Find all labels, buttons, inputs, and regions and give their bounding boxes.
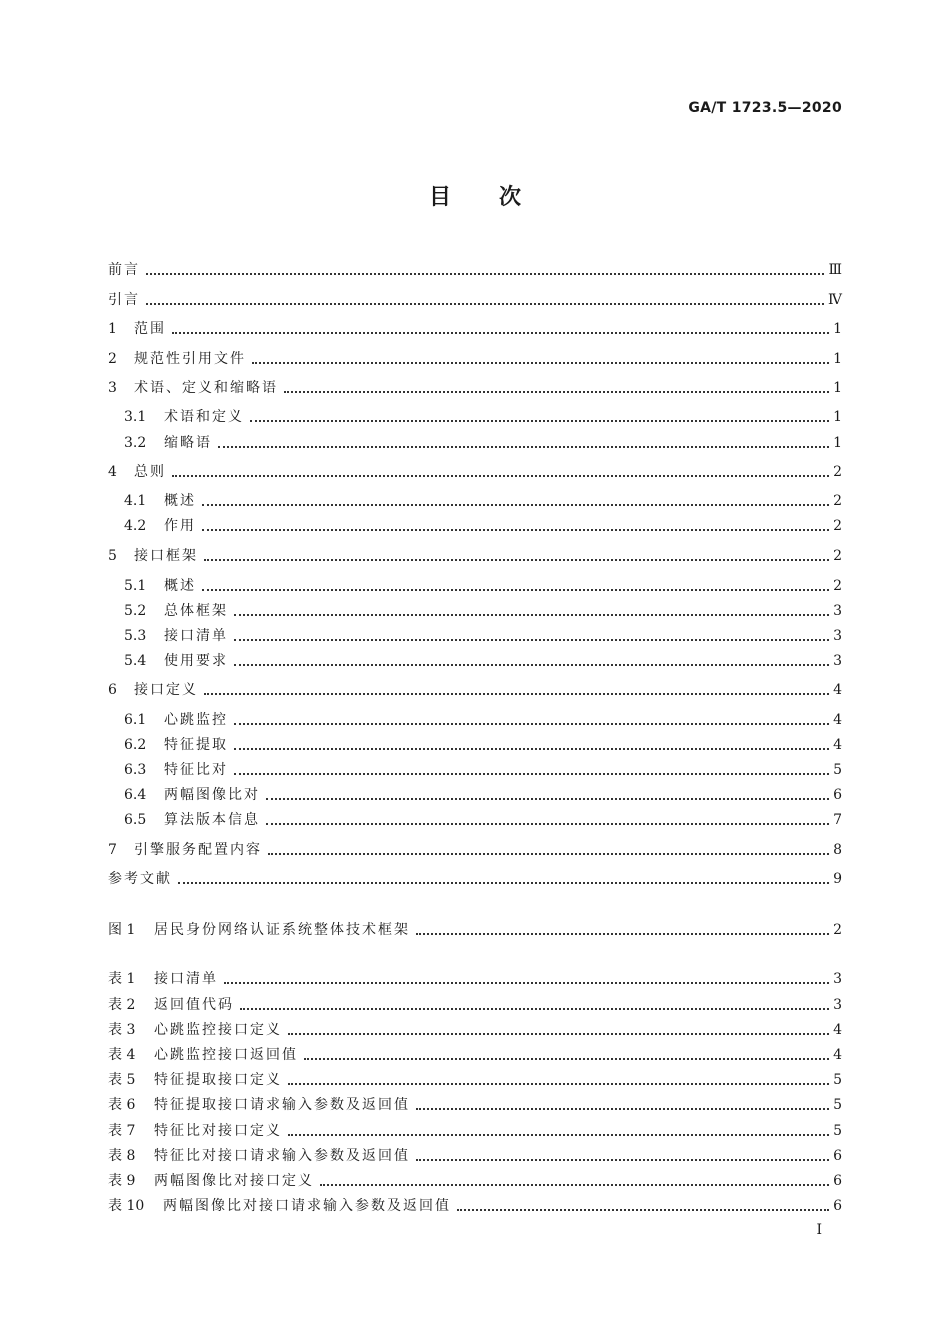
toc-entry-page: 2	[833, 518, 842, 534]
toc-entry-page: 2	[833, 464, 842, 480]
table-entry-page: 5	[833, 1123, 842, 1139]
dot-leader	[224, 982, 829, 984]
dot-leader	[202, 529, 829, 531]
toc-entry-label: 使用要求	[164, 653, 228, 669]
toc-entry-page: Ⅲ	[828, 262, 842, 278]
toc-entry-label: 引言	[108, 292, 140, 308]
figure-entry-page: 2	[833, 922, 842, 938]
table-entry-number: 表 2	[108, 997, 136, 1013]
toc-entry-label: 规范性引用文件	[134, 351, 246, 367]
table-entry-page: 4	[833, 1022, 842, 1038]
toc-entry-page: 2	[833, 493, 842, 509]
table-entry-page: 4	[833, 1047, 842, 1063]
dot-leader	[172, 475, 829, 477]
table-entry-row[interactable]	[108, 1195, 842, 1217]
toc-entry-page: 3	[833, 603, 842, 619]
toc-title-char-2: 次	[499, 185, 522, 210]
toc-entry-row[interactable]	[108, 545, 842, 567]
toc-entry-number: 6.4	[124, 787, 147, 803]
table-entry-page: 6	[833, 1148, 842, 1164]
toc-entry-number: 6.5	[124, 812, 147, 828]
dot-leader	[288, 1134, 829, 1136]
toc-entry-page: 3	[833, 628, 842, 644]
toc-entry-page: 9	[833, 871, 842, 887]
dot-leader	[146, 303, 824, 305]
dot-leader	[234, 748, 829, 750]
table-entry-label: 特征提取接口定义	[154, 1072, 282, 1088]
toc-entry-row[interactable]	[108, 348, 842, 370]
dot-leader	[202, 504, 829, 506]
dot-leader	[204, 693, 829, 695]
dot-leader	[416, 933, 829, 935]
dot-leader	[240, 1008, 829, 1010]
toc-entry-label: 两幅图像比对	[164, 787, 260, 803]
toc-entry-page: 2	[833, 578, 842, 594]
dot-leader	[304, 1058, 829, 1060]
toc-entry-number: 4.2	[124, 518, 147, 534]
toc-entry-number: 6.2	[124, 737, 147, 753]
toc-entry-page: 5	[833, 762, 842, 778]
table-entry-label: 特征提取接口请求输入参数及返回值	[154, 1097, 410, 1113]
table-entry-number: 表 10	[108, 1198, 145, 1214]
toc-entry-row[interactable]	[124, 575, 842, 597]
toc-entry-page: 2	[833, 548, 842, 564]
toc-entry-label: 接口清单	[164, 628, 228, 644]
toc-entry-row[interactable]	[108, 259, 842, 281]
toc-entry-number: 5.3	[124, 628, 147, 644]
toc-entry-number: 7	[108, 842, 117, 858]
toc-entry-label: 特征提取	[164, 737, 228, 753]
table-entry-label: 特征比对接口定义	[154, 1123, 282, 1139]
table-entry-number: 表 6	[108, 1097, 136, 1113]
toc-entry-page: Ⅳ	[828, 292, 842, 308]
table-entry-number: 表 8	[108, 1148, 136, 1164]
dot-leader	[250, 420, 829, 422]
figure-entry-number: 图 1	[108, 922, 136, 938]
toc-entry-number: 6.1	[124, 712, 147, 728]
toc-entry-label: 参考文献	[108, 871, 172, 887]
dot-leader	[234, 664, 829, 666]
toc-entry-number: 5.1	[124, 578, 147, 594]
page-number: I	[816, 1222, 822, 1238]
toc-entry-number: 3.1	[124, 409, 147, 425]
toc-entry-row[interactable]	[124, 515, 842, 537]
dot-leader	[234, 773, 829, 775]
table-entry-label: 返回值代码	[154, 997, 234, 1013]
dot-leader	[234, 639, 829, 641]
table-entry-row[interactable]	[108, 1145, 842, 1167]
table-entry-row[interactable]	[108, 1170, 842, 1192]
dot-leader	[204, 559, 829, 561]
toc-entry-number: 1	[108, 321, 117, 337]
toc-entry-page: 1	[833, 351, 842, 367]
toc-entry-label: 接口定义	[134, 682, 198, 698]
toc-entry-row[interactable]	[108, 318, 842, 340]
table-entry-number: 表 3	[108, 1022, 136, 1038]
document-code: GA/T 1723.5—2020	[688, 100, 842, 116]
toc-entry-number: 4	[108, 464, 117, 480]
dot-leader	[266, 798, 829, 800]
toc-entry-page: 3	[833, 653, 842, 669]
table-entry-number: 表 9	[108, 1173, 136, 1189]
toc-entry-row[interactable]	[124, 406, 842, 428]
toc-entry-page: 8	[833, 842, 842, 858]
toc-entry-label: 概述	[164, 493, 196, 509]
table-entry-label: 两幅图像比对接口请求输入参数及返回值	[163, 1198, 451, 1214]
toc-entry-page: 7	[833, 812, 842, 828]
toc-entry-label: 概述	[164, 578, 196, 594]
toc-entry-number: 3.2	[124, 435, 147, 451]
toc-entry-row[interactable]	[124, 625, 842, 647]
toc-entry-label: 缩略语	[164, 435, 212, 451]
toc-entry-page: 4	[833, 682, 842, 698]
toc-entry-label: 总体框架	[164, 603, 228, 619]
dot-leader	[284, 391, 829, 393]
table-entry-page: 3	[833, 997, 842, 1013]
toc-entry-number: 6.3	[124, 762, 147, 778]
toc-entry-row[interactable]	[124, 432, 842, 454]
toc-entry-label: 术语、定义和缩略语	[134, 380, 278, 396]
toc-entry-row[interactable]	[124, 650, 842, 672]
toc-entry-row[interactable]	[108, 868, 842, 890]
toc-entry-row[interactable]	[108, 679, 842, 701]
dot-leader	[457, 1209, 829, 1211]
toc-entry-label: 作用	[164, 518, 196, 534]
table-entry-page: 5	[833, 1097, 842, 1113]
toc-entry-row[interactable]	[108, 289, 842, 311]
toc-entry-row[interactable]	[124, 809, 842, 831]
toc-entry-page: 1	[833, 321, 842, 337]
toc-entry-number: 2	[108, 351, 117, 367]
table-entry-number: 表 4	[108, 1047, 136, 1063]
dot-leader	[268, 853, 829, 855]
dot-leader	[320, 1184, 829, 1186]
toc-entry-page: 4	[833, 737, 842, 753]
table-entry-number: 表 7	[108, 1123, 136, 1139]
toc-entry-row[interactable]	[108, 839, 842, 861]
table-entry-row[interactable]	[108, 1019, 842, 1041]
table-entry-row[interactable]	[108, 1094, 842, 1116]
toc-entry-label: 特征比对	[164, 762, 228, 778]
table-entry-page: 5	[833, 1072, 842, 1088]
table-entry-row[interactable]	[108, 1120, 842, 1142]
toc-entry-label: 前言	[108, 262, 140, 278]
toc-entry-row[interactable]	[124, 490, 842, 512]
table-entry-page: 6	[833, 1173, 842, 1189]
table-entry-page: 3	[833, 971, 842, 987]
dot-leader	[172, 332, 829, 334]
toc-entry-page: 1	[833, 435, 842, 451]
toc-entry-label: 总则	[134, 464, 166, 480]
toc-entry-label: 术语和定义	[164, 409, 244, 425]
dot-leader	[288, 1083, 829, 1085]
table-entry-label: 特征比对接口请求输入参数及返回值	[154, 1148, 410, 1164]
dot-leader	[234, 614, 829, 616]
toc-entry-number: 5	[108, 548, 117, 564]
toc-entry-row[interactable]	[124, 734, 842, 756]
toc-entry-label: 算法版本信息	[164, 812, 260, 828]
table-entry-row[interactable]	[108, 1069, 842, 1091]
toc-entry-row[interactable]	[108, 377, 842, 399]
dot-leader	[416, 1159, 829, 1161]
dot-leader	[178, 882, 829, 884]
toc-entry-page: 1	[833, 380, 842, 396]
table-entry-number: 表 1	[108, 971, 136, 987]
dot-leader	[288, 1033, 829, 1035]
dot-leader	[202, 589, 829, 591]
toc-entry-label: 范围	[134, 321, 166, 337]
toc-entry-page: 4	[833, 712, 842, 728]
toc-title	[0, 180, 950, 211]
table-entry-label: 接口清单	[154, 971, 218, 987]
toc-entry-number: 5.2	[124, 603, 147, 619]
table-entry-row[interactable]	[108, 994, 842, 1016]
toc-entry-page: 6	[833, 787, 842, 803]
dot-leader	[266, 823, 829, 825]
table-entry-page: 6	[833, 1198, 842, 1214]
table-entry-row[interactable]	[108, 968, 842, 990]
toc-entry-number: 3	[108, 380, 117, 396]
toc-entry-row[interactable]	[108, 461, 842, 483]
toc-entry-label: 心跳监控	[164, 712, 228, 728]
toc-title-char-1: 目	[428, 185, 451, 210]
figure-entry-row[interactable]	[108, 919, 842, 941]
dot-leader	[234, 723, 829, 725]
toc-entry-label: 接口框架	[134, 548, 198, 564]
figure-entry-label: 居民身份网络认证系统整体技术框架	[154, 922, 410, 938]
table-entry-label: 心跳监控接口返回值	[154, 1047, 298, 1063]
toc-entry-row[interactable]	[124, 759, 842, 781]
toc-entry-label: 引擎服务配置内容	[134, 842, 262, 858]
table-entry-label: 两幅图像比对接口定义	[154, 1173, 314, 1189]
table-entry-number: 表 5	[108, 1072, 136, 1088]
dot-leader	[252, 362, 829, 364]
toc-entry-number: 6	[108, 682, 117, 698]
table-entry-row[interactable]	[108, 1044, 842, 1066]
dot-leader	[218, 446, 829, 448]
toc-entry-number: 4.1	[124, 493, 147, 509]
toc-entry-row[interactable]	[124, 600, 842, 622]
toc-entry-number: 5.4	[124, 653, 147, 669]
toc-entry-page: 1	[833, 409, 842, 425]
toc-entry-row[interactable]	[124, 784, 842, 806]
dot-leader	[146, 273, 824, 275]
dot-leader	[416, 1108, 829, 1110]
toc-entry-row[interactable]	[124, 709, 842, 731]
table-entry-label: 心跳监控接口定义	[154, 1022, 282, 1038]
